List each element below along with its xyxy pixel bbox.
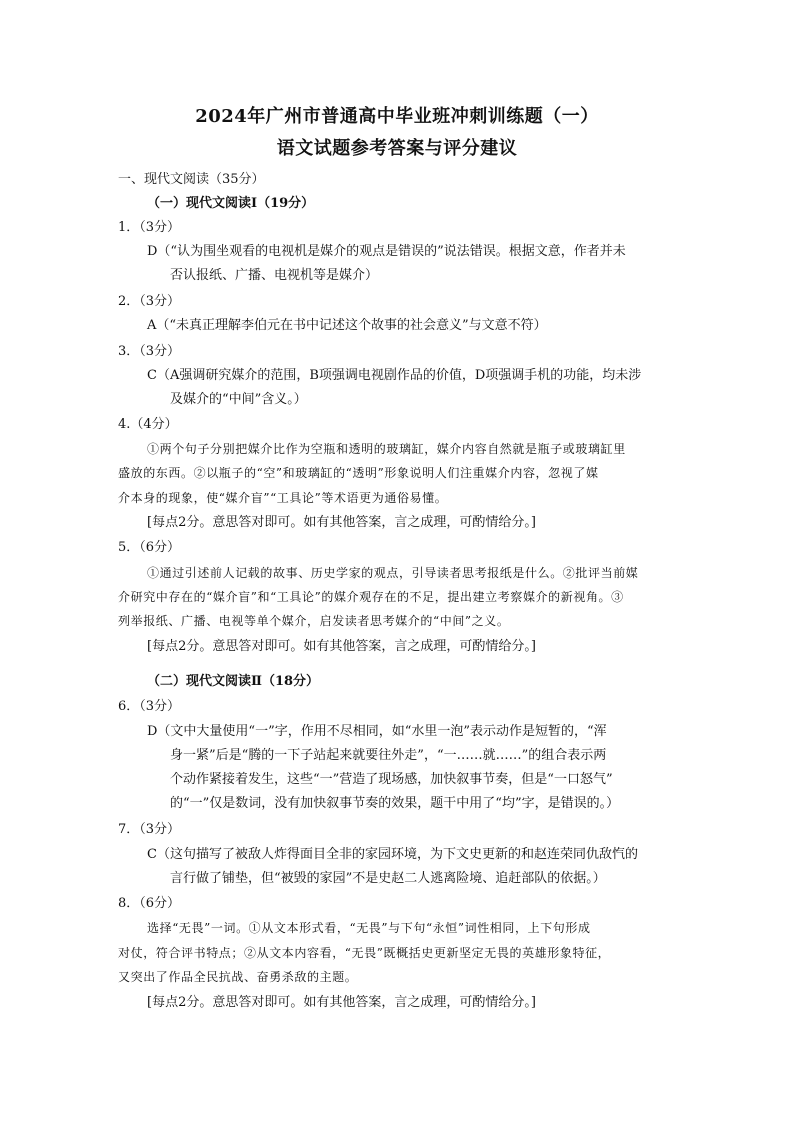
question-8-answer-line: 选择“无畏”一词。①从文本形式看，“无畏”与下句“永恒”词性相同，上下句形成 xyxy=(147,921,591,935)
question-1-label: 1．（3分） xyxy=(118,220,181,235)
part2-heading: （二）现代文阅读Ⅱ（18分） xyxy=(147,674,320,689)
question-4-answer-line: 介本身的现象，使“媒介盲”“工具论”等术语更为通俗易懂。 xyxy=(118,491,448,505)
question-3-answer-line: 及媒介的“中间”含义。） xyxy=(170,392,307,407)
question-4-answer-line: ①两个句子分别把媒介比作为空瓶和透明的玻璃缸，媒介内容自然就是瓶子或玻璃缸里 xyxy=(147,442,626,456)
question-8-answer-line: 又突出了作品全民抗战、奋勇杀敌的主题。 xyxy=(118,970,358,984)
question-6-label: 6．（3分） xyxy=(118,699,181,714)
question-6-answer-line: D（文中大量使用“一”字，作用不尽相同，如“水里一泡”表示动作是短暂的，“浑 xyxy=(147,724,607,739)
question-3-answer-line: C（A强调研究媒介的范围，B项强调电视剧作品的价值，D项强调手机的功能，均未涉 xyxy=(147,368,642,383)
question-4-label: 4.（4分） xyxy=(118,417,178,432)
question-5-label: 5．（6分） xyxy=(118,540,181,555)
question-7-answer-line: 言行做了铺垫，但“被毁的家园”不是史赵二人逃离险境、追赶部队的依据。） xyxy=(170,871,606,886)
question-6-answer-line: 个动作紧接着发生，这些“一”营造了现场感，加快叙事节奏，但是“一口怒气” xyxy=(170,772,613,787)
question-5-answer-line: 列举报纸、广播、电视等单个媒介，启发读者思考媒介的“中间”之义。 xyxy=(118,614,510,628)
page-subtitle: 语文试题参考答案与评分建议 xyxy=(276,138,518,159)
question-8-answer-line: 对仗，符合评书特点；②从文本内容看，“无畏”既概括史更新坚定无畏的英雄形象特征， xyxy=(118,946,611,960)
question-7-answer-line: C（这句描写了被敌人炸得面目全非的家园环境，为下文史更新的和赵连荣同仇敌忾的 xyxy=(147,847,638,862)
question-5-answer-line: ①通过引述前人记载的故事、历史学家的观点，引导读者思考报纸是什么。②批评当前媒 xyxy=(147,566,639,580)
page-title: 2024年广州市普通高中毕业班冲刺训练题（一） xyxy=(195,106,599,127)
question-6-answer-line: 的“一”仅是数词，没有加快叙事节奏的效果，题干中用了“均”字，是错误的。） xyxy=(170,796,620,811)
question-8-scoring-note: [每点2分。意思答对即可。如有其他答案，言之成理，可酌情给分。] xyxy=(147,995,536,1010)
question-2-answer-line: A（“未真正理解李伯元在书中记述这个故事的社会意义”与文意不符） xyxy=(147,318,547,333)
question-8-label: 8．（6分） xyxy=(118,896,181,911)
section-heading: 一、现代文阅读（35分） xyxy=(118,172,265,187)
question-1-answer-line: 否认报纸、广播、电视机等是媒介） xyxy=(170,268,379,283)
question-5-answer-line: 介研究中存在的“媒介盲”和“工具论”的媒介观存在的不足，提出建立考察媒介的新视角。③ xyxy=(118,590,624,604)
question-1-answer-line: D（“认为围坐观看的电视机是媒介的观点是错误的”说法错误。根据文意，作者并未 xyxy=(147,244,626,259)
question-2-label: 2．（3分） xyxy=(118,294,181,309)
part1-heading: （一）现代文阅读Ⅰ（19分） xyxy=(147,196,315,211)
question-5-scoring-note: [每点2分。意思答对即可。如有其他答案，言之成理，可酌情给分。] xyxy=(147,639,536,654)
question-4-answer-line: 盛放的东西。②以瓶子的“空”和玻璃缸的“透明”形象说明人们注重媒介内容，忽视了媒 xyxy=(118,466,599,480)
question-4-scoring-note: [每点2分。意思答对即可。如有其他答案，言之成理，可酌情给分。] xyxy=(147,515,536,530)
question-3-label: 3．（3分） xyxy=(118,344,181,359)
question-6-answer-line: 身一紧”后是“腾的一下子站起来就要往外走”，“一……就……”的组合表示两 xyxy=(170,748,607,763)
question-7-label: 7．（3分） xyxy=(118,822,181,837)
